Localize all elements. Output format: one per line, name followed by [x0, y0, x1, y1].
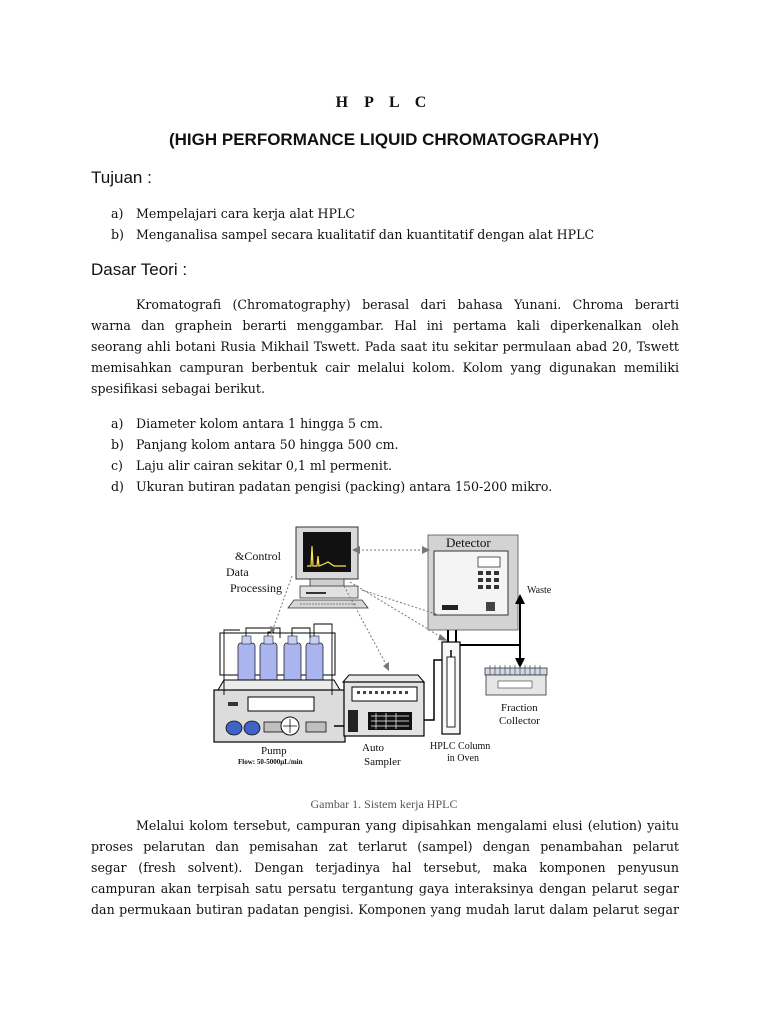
label-collector: Collector [499, 715, 540, 727]
paragraph-line: seorang ahli botani Rusia Mikhail Tswett. Pada saat itu sekitar permulaan abad 20, Tswett [91, 339, 679, 354]
label-sampler: Sampler [364, 756, 401, 768]
paragraph-line: proses pelarutan dan pemisahan zat terlarut (sampel) dengan penambahan pelarut [91, 839, 679, 854]
paragraph-line: dan permukaan butiran padatan pengisi. Komponen yang mudah larut dalam pelarut segar [91, 902, 679, 917]
pump-icon [214, 680, 345, 742]
list-item-text: Mempelajari cara kerja alat HPLC [136, 206, 355, 221]
list-item [111, 413, 552, 434]
document-title: H P L C [335, 94, 433, 111]
label-detector: Detector [446, 535, 491, 550]
label-pump: Pump [261, 745, 287, 757]
paragraph-line: spesifikasi sebagai berikut. [91, 381, 265, 396]
list-marker: d) [111, 479, 124, 494]
paragraph-line: memisahkan campuran berbentuk cair melalui kolom. Kolom yang digunakan memiliki [91, 360, 679, 375]
paragraph-line: warna dan graphein berarti menggambar. Hal ini pertama kali diperkenalkan oleh [91, 318, 679, 333]
label-waste: Waste [527, 585, 552, 596]
elution-paragraph [91, 815, 679, 920]
figure-caption: Gambar 1. Sistem kerja HPLC [310, 797, 458, 811]
label-control: &Control [235, 549, 282, 563]
document-subtitle: (HIGH PERFORMANCE LIQUID CHROMATOGRAPHY) [168, 130, 600, 149]
list-item-text: Ukuran butiran padatan pengisi (packing) antara 150-200 mikro. [136, 479, 553, 494]
label-fraction: Fraction [501, 702, 538, 714]
label-column: HPLC Column [430, 741, 491, 752]
label-processing: Processing [230, 581, 282, 595]
paragraph-line: Melalui kolom tersebut, campuran yang dipisahkan mengalami elusi (elution) yaitu [136, 818, 679, 833]
dasar-teori-heading: Dasar Teori : [91, 260, 188, 279]
computer-icon [288, 527, 368, 608]
dasar-teori-paragraph [91, 294, 679, 399]
tujuan-heading: Tujuan : [91, 168, 152, 187]
list-item [111, 455, 552, 476]
list-marker: a) [111, 206, 124, 221]
list-marker: a) [111, 416, 124, 431]
tujuan-list [111, 203, 594, 245]
list-item [111, 434, 552, 455]
paragraph-line: segar (fresh solvent). Dengan terjadinya hal tersebut, maka komponen penyusun [91, 860, 679, 875]
list-item [111, 224, 594, 245]
list-item-text: Panjang kolom antara 50 hingga 500 cm. [136, 437, 399, 452]
list-item-text: Menganalisa sampel secara kualitatif dan kuantitatif dengan alat HPLC [136, 227, 595, 242]
specification-list [111, 413, 552, 497]
list-marker: b) [111, 437, 124, 452]
list-item-text: Diameter kolom antara 1 hingga 5 cm. [136, 416, 383, 431]
hplc-column-icon [442, 642, 460, 734]
hplc-system-figure [210, 520, 565, 770]
label-auto: Auto [362, 742, 384, 754]
label-flow: Flow: 50-5000µL/min [238, 758, 303, 766]
list-marker: c) [111, 458, 123, 473]
list-item [111, 203, 594, 224]
auto-sampler-icon [343, 675, 424, 736]
fraction-collector-icon [485, 665, 547, 695]
list-item-text: Laju alir cairan sekitar 0,1 ml permenit. [136, 458, 393, 473]
label-data: Data [226, 565, 249, 579]
list-item [111, 476, 552, 497]
paragraph-line: Kromatografi (Chromatography) berasal dari bahasa Yunani. Chroma berarti [136, 297, 679, 312]
paragraph-line: campuran akan terpisah satu persatu tergantung gaya interaksinya dengan pelarut segar [91, 881, 679, 896]
label-oven: in Oven [447, 753, 479, 764]
list-marker: b) [111, 227, 124, 242]
